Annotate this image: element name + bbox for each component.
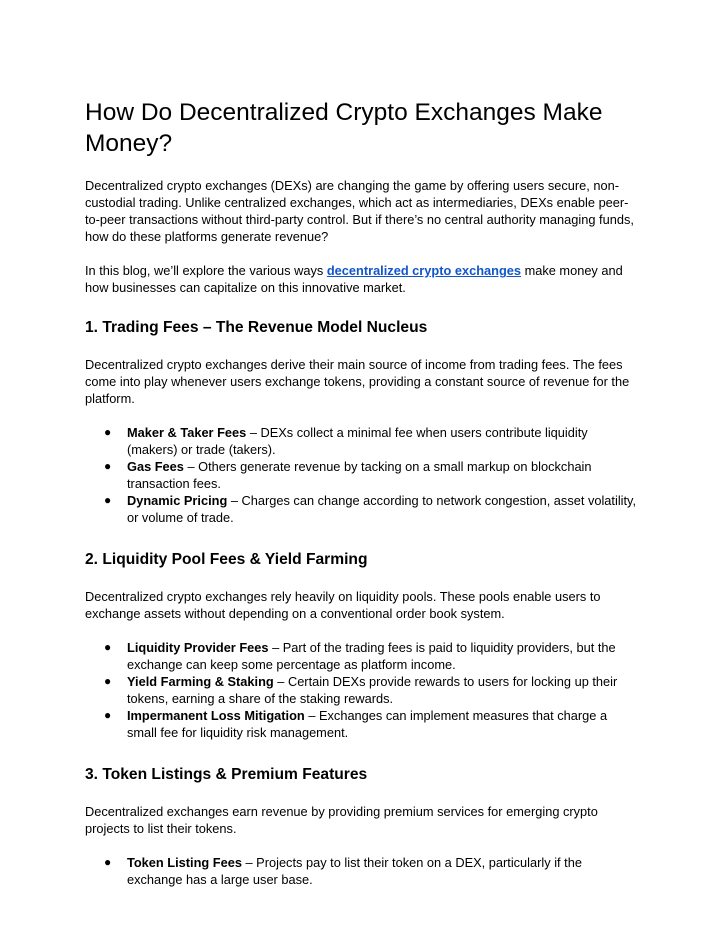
blog-intro-paragraph	[85, 262, 640, 296]
list-item-text: – DEXs collect a minimal fee when users contribute liquidity (makers) or trade (takers).	[127, 425, 588, 457]
list-item-term: Token Listing Fees	[127, 855, 242, 870]
list-item-term: Maker & Taker Fees	[127, 425, 247, 440]
bullet-icon: ●	[104, 674, 112, 688]
list-item	[85, 424, 640, 458]
blog-intro-text-after: make money and how businesses can capitalize on this innovative market.	[85, 263, 623, 295]
bullet-icon: ●	[104, 493, 112, 507]
section-heading-liquidity-pool: 2. Liquidity Pool Fees & Yield Farming	[85, 551, 368, 568]
bullet-icon: ●	[104, 855, 112, 869]
list-item	[85, 639, 640, 673]
section-heading-token-listings: 3. Token Listings & Premium Features	[85, 766, 368, 783]
list-item-text: – Part of the trading fees is paid to liquidity providers, but the exchange can keep some percentage as platform income.	[127, 640, 616, 672]
list-item-text: – Certain DEXs provide rewards to users for locking up their tokens, earning a share of the staking rewards.	[127, 674, 618, 706]
blog-intro-text-before: In this blog, we’ll explore the various ways	[85, 263, 327, 278]
list-item-text: – Projects pay to list their token on a DEX, particularly if the exchange has a large user base.	[127, 855, 582, 887]
list-item-term: Yield Farming & Staking	[127, 674, 274, 689]
bullet-icon: ●	[104, 459, 112, 473]
list-item	[85, 673, 640, 707]
bullet-icon: ●	[104, 640, 112, 654]
list-item	[85, 707, 640, 741]
list-item-term: Dynamic Pricing	[127, 493, 228, 508]
intro-paragraph: Decentralized crypto exchanges (DEXs) are changing the game by offering users secure, non-custodial trading. Unlike centralized exchanges, which act as intermediaries, DEXs enable peer-to-peer transactions without third-party control. But if there’s no central authority managing funds, how do these platforms generate revenue?	[85, 178, 634, 244]
list-item	[85, 458, 640, 492]
list-item-text: – Exchanges can implement measures that charge a small fee for liquidity risk management.	[127, 708, 608, 740]
decentralized-crypto-exchanges-link[interactable]: decentralized crypto exchanges	[326, 263, 522, 278]
list-item-text: – Others generate revenue by tacking on a small markup on blockchain transaction fees.	[127, 459, 592, 491]
page-title: How Do Decentralized Crypto Exchanges Make Money?	[85, 99, 603, 157]
list-item-term: Gas Fees	[127, 459, 184, 474]
list-item	[85, 854, 640, 888]
bullet-icon: ●	[104, 708, 112, 722]
section-heading-trading-fees: 1. Trading Fees – The Revenue Model Nucleus	[85, 319, 428, 336]
section-body-token-listings: Decentralized exchanges earn revenue by providing premium services for emerging crypto projects to list their tokens.	[85, 804, 598, 836]
list-item	[85, 492, 640, 526]
list-item-term: Liquidity Provider Fees	[127, 640, 269, 655]
list-item-term: Impermanent Loss Mitigation	[127, 708, 305, 723]
bullet-list-liquidity-pool	[85, 639, 640, 741]
bullet-list-token-listings	[85, 854, 640, 888]
document-page	[85, 97, 640, 905]
section-body-liquidity-pool: Decentralized crypto exchanges rely heavily on liquidity pools. These pools enable users to exchange assets without depending on a conventional order book system.	[85, 589, 601, 621]
section-body-trading-fees: Decentralized crypto exchanges derive their main source of income from trading fees. The fees come into play whenever users exchange tokens, providing a constant source of revenue for the platform.	[85, 357, 630, 406]
bullet-icon: ●	[104, 425, 112, 439]
bullet-list-trading-fees	[85, 424, 640, 526]
list-item-text: – Charges can change according to network congestion, asset volatility, or volume of trade.	[127, 493, 637, 525]
